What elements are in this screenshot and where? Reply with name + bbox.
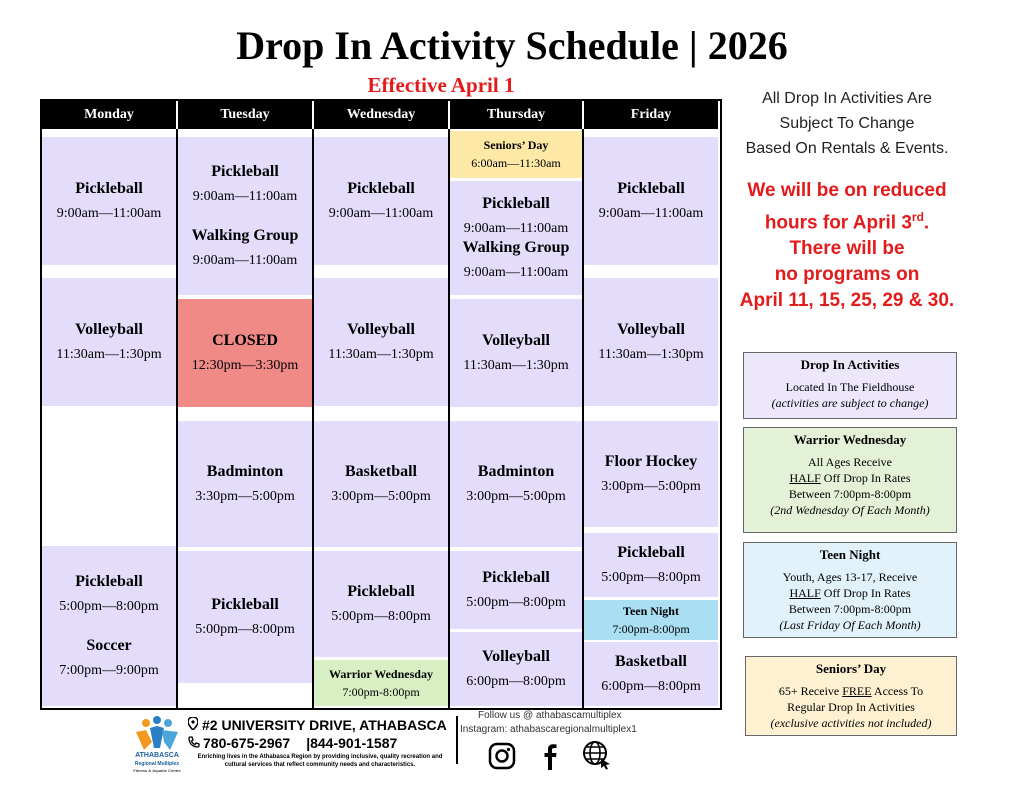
thursday-seniors-block	[450, 131, 582, 178]
day-header-thursday: Thursday	[450, 101, 582, 129]
phone-number[interactable]: 780-675-2967	[203, 735, 291, 751]
info-line: Between 7:00pm-8:00pm	[788, 487, 912, 501]
logo-subtitle: Regional Multiplex	[134, 761, 180, 767]
notice-line: Subject To Change	[779, 115, 915, 132]
notice-line: We will be on reduced	[747, 180, 947, 201]
activity-name: Teen Night	[623, 603, 679, 618]
notice-line: All Drop In Activities Are	[762, 90, 932, 107]
reduced-hours-notice	[722, 178, 972, 314]
activity-name: Basketball	[614, 653, 687, 670]
tuesday-pickleball-block	[178, 551, 312, 683]
notice-line: April 11, 15, 25, 29 & 30.	[739, 290, 955, 312]
activity-name: Pickleball	[75, 180, 143, 197]
wednesday-basketball-block	[314, 421, 448, 547]
location-pin-icon	[188, 717, 198, 733]
day-header-wednesday: Wednesday	[314, 101, 448, 129]
tuesday-closed-block	[178, 299, 312, 407]
schedule-grid	[40, 99, 722, 710]
underlined-text: FREE	[842, 684, 872, 698]
notice-text: .	[923, 212, 930, 234]
wednesday-warrior-block	[314, 660, 448, 706]
info-line: (activities are subject to change)	[771, 396, 929, 410]
info-line: Regular Drop In Activities	[787, 700, 915, 714]
activity-name: Pickleball	[482, 195, 550, 212]
friday-basketball-block	[584, 642, 718, 706]
follow-text: Follow us @ athabascamultiplex	[478, 710, 622, 721]
notice-line	[722, 204, 972, 236]
day-header-friday: Friday	[584, 101, 718, 129]
notice-line: There will be	[789, 238, 905, 260]
activity-time: 9:00am—11:00am	[598, 206, 704, 221]
activity-name: Volleyball	[482, 648, 550, 665]
info-heading: Teen Night	[819, 547, 881, 562]
info-line: (exclusive activities not included)	[770, 716, 932, 730]
activity-time: 9:00am—11:00am	[192, 253, 298, 268]
activity-time: 5:00pm—8:00pm	[331, 609, 431, 624]
underlined-text: HALF	[789, 586, 821, 600]
activity-name: Seniors’ Day	[483, 138, 549, 152]
address-text: #2 UNIVERSITY DRIVE, ATHABASCA	[202, 717, 447, 733]
notice-text: hours for April 3	[764, 212, 912, 234]
activity-name: Pickleball	[617, 180, 685, 197]
monday-evening-block	[42, 546, 176, 706]
activity-time: 11:30am—1:30pm	[598, 347, 704, 362]
info-line: (Last Friday Of Each Month)	[779, 618, 921, 632]
activity-time: 11:30am—1:30pm	[328, 347, 434, 362]
footer-divider	[456, 716, 458, 764]
friday-pickleball-block	[584, 137, 718, 265]
activity-time: 3:00pm—5:00pm	[601, 479, 701, 494]
activity-time: 5:00pm—8:00pm	[59, 599, 159, 614]
address	[188, 717, 447, 733]
logo-name: ATHABASCA	[135, 752, 179, 759]
activity-time: 11:30am—1:30pm	[56, 347, 162, 362]
info-box-drop-in	[743, 352, 957, 419]
friday-floor-hockey-block	[584, 421, 718, 527]
instagram-handle: Instagram: athabascaregionalmultiplex1	[460, 724, 637, 735]
activity-time: 6:00am—11:30am	[471, 156, 561, 170]
activity-time: 3:30pm—5:00pm	[195, 489, 295, 504]
info-line: (2nd Wednesday Of Each Month)	[770, 503, 930, 517]
activity-time: 6:00pm—8:00pm	[601, 679, 701, 694]
info-box-warrior-wednesday	[743, 427, 957, 533]
activity-name: Volleyball	[75, 321, 143, 338]
activity-name: Pickleball	[347, 583, 415, 600]
day-header-monday: Monday	[42, 101, 176, 129]
info-text: Access To	[871, 684, 924, 698]
activity-time: 7:00pm—9:00pm	[59, 663, 159, 678]
logo-subtitle: Fitness & Aquatic Centre	[133, 768, 181, 773]
friday-pickleball-evening-block	[584, 533, 718, 597]
friday-volleyball-block	[584, 278, 718, 406]
info-line	[744, 470, 956, 486]
wednesday-volleyball-block	[314, 278, 448, 406]
activity-name: Pickleball	[482, 569, 550, 586]
mission-statement: Enriching lives in the Athabasca Region by providing inclusive, quality recreation and cultural services that reflect community needs and characteristics.	[197, 754, 443, 768]
people-logo-icon	[130, 716, 184, 756]
thursday-badminton-block	[450, 421, 582, 547]
activity-time: 12:30pm—3:30pm	[191, 358, 299, 373]
info-line	[746, 683, 956, 699]
wednesday-pickleball-block	[314, 137, 448, 265]
info-text: Off Drop In Rates	[820, 586, 911, 600]
monday-volleyball-block	[42, 278, 176, 406]
monday-pickleball-block	[42, 137, 176, 265]
thursday-pickleball-block	[450, 551, 582, 629]
activity-time: 9:00am—11:00am	[56, 206, 162, 221]
activity-time: 9:00am—11:00am	[463, 265, 569, 280]
activity-time: 7:00pm-8:00pm	[612, 621, 690, 636]
page-title: Drop In Activity Schedule | 2026	[236, 23, 788, 68]
info-line	[744, 585, 956, 601]
info-heading: Drop In Activities	[800, 357, 900, 372]
tuesday-badminton-block	[178, 421, 312, 547]
activity-name: Pickleball	[347, 180, 415, 197]
activity-name: Soccer	[86, 637, 132, 654]
thursday-volleyball-block	[450, 299, 582, 407]
activity-name: Pickleball	[211, 163, 279, 180]
activity-time: 9:00am—11:00am	[328, 206, 434, 221]
activity-name: Pickleball	[617, 544, 685, 561]
activity-name: Walking Group	[462, 239, 570, 256]
underlined-text: HALF	[789, 471, 821, 485]
activity-name: Basketball	[344, 463, 417, 480]
activity-time: 3:00pm—5:00pm	[331, 489, 431, 504]
activity-name: Volleyball	[347, 321, 415, 338]
info-heading: Warrior Wednesday	[793, 432, 907, 447]
thursday-volleyball-evening-block	[450, 632, 582, 706]
info-box-teen-night	[743, 542, 957, 638]
thursday-morning-block	[450, 181, 582, 295]
activity-name: Volleyball	[617, 321, 685, 338]
phone-number[interactable]: |844-901-1587	[306, 735, 398, 751]
activity-name: Pickleball	[211, 596, 279, 613]
activity-name: CLOSED	[212, 332, 278, 349]
activity-time: 9:00am—11:00am	[192, 189, 298, 204]
notice-line: Based On Rentals & Events.	[745, 140, 949, 157]
instagram-icon[interactable]	[488, 742, 516, 770]
info-heading: Seniors’ Day	[815, 661, 887, 676]
activity-name: Pickleball	[75, 573, 143, 590]
activity-name: Volleyball	[482, 332, 550, 349]
info-line: Located In The Fieldhouse	[785, 380, 915, 394]
info-line: Youth, Ages 13-17, Receive	[782, 570, 918, 584]
info-box-seniors-day	[745, 656, 957, 736]
activity-time: 11:30am—1:30pm	[463, 358, 569, 373]
phone-numbers	[188, 735, 397, 751]
activity-time: 5:00pm—8:00pm	[466, 595, 566, 610]
info-text: 65+ Receive	[778, 684, 843, 698]
activity-time: 5:00pm—8:00pm	[601, 570, 701, 585]
notice-line: no programs on	[774, 264, 920, 286]
info-text: Off Drop In Rates	[820, 471, 911, 485]
globe-icon[interactable]	[582, 740, 612, 770]
wednesday-pickleball-evening-block	[314, 551, 448, 657]
effective-date: Effective April 1	[367, 73, 515, 97]
activity-name: Walking Group	[191, 227, 299, 244]
facebook-icon[interactable]	[540, 742, 560, 770]
activity-time: 6:00pm—8:00pm	[466, 674, 566, 689]
phone-icon	[188, 735, 200, 751]
info-line: Between 7:00pm-8:00pm	[788, 602, 912, 616]
activity-name: Warrior Wednesday	[329, 666, 433, 681]
day-header-tuesday: Tuesday	[178, 101, 312, 129]
activity-time: 5:00pm—8:00pm	[195, 622, 295, 637]
activity-name: Floor Hockey	[604, 453, 698, 470]
activity-time: 9:00am—11:00am	[463, 221, 569, 236]
info-line: All Ages Receive	[808, 455, 892, 469]
friday-teen-night-block	[584, 600, 718, 640]
activity-name: Badminton	[477, 463, 555, 480]
notice-superscript: rd	[911, 210, 924, 224]
tuesday-morning-block	[178, 137, 312, 295]
activity-time: 3:00pm—5:00pm	[466, 489, 566, 504]
activity-time: 7:00pm-8:00pm	[342, 684, 420, 699]
change-notice	[728, 86, 966, 161]
activity-name: Badminton	[206, 463, 284, 480]
logo-text	[118, 752, 196, 773]
